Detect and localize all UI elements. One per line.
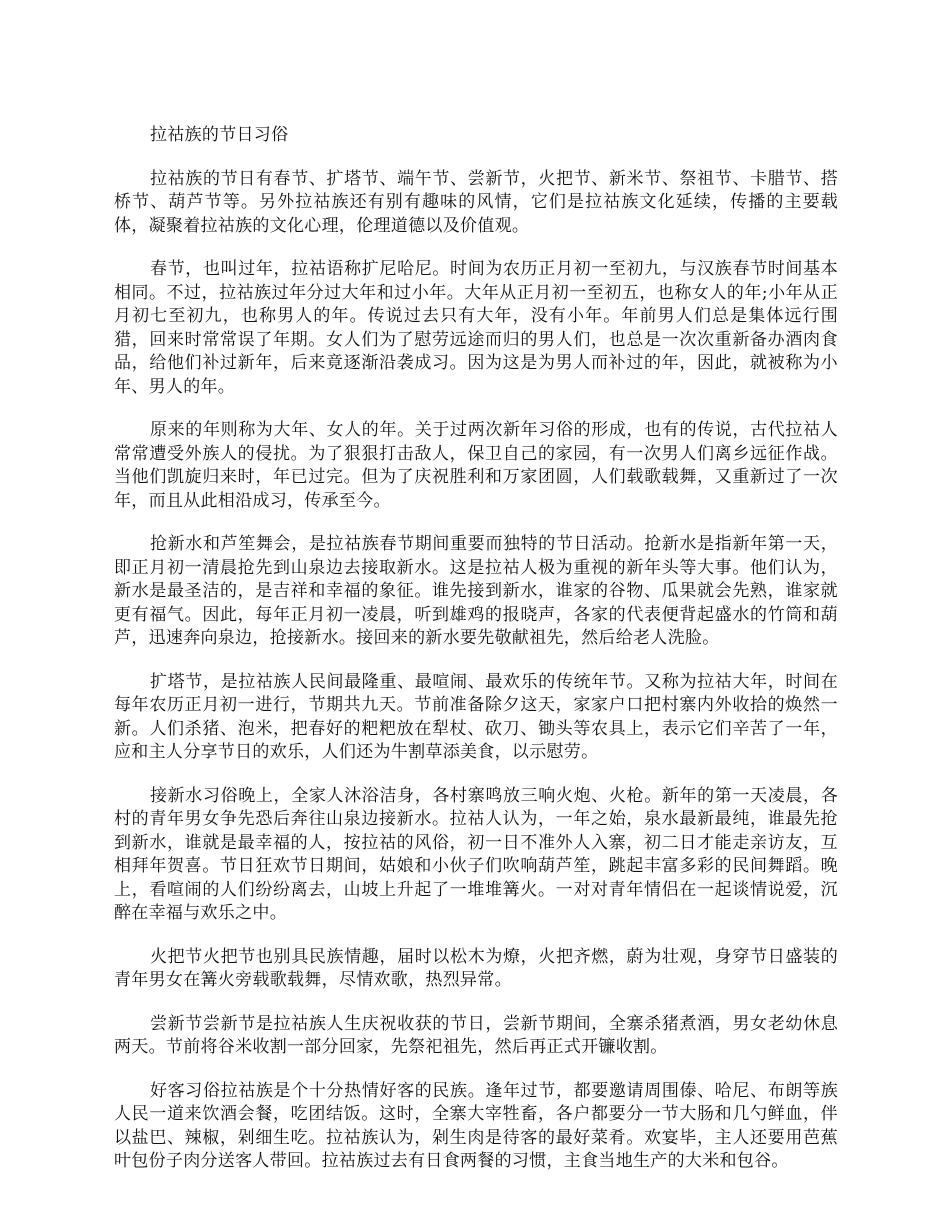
paragraph-intro: 拉祜族的节日有春节、扩塔节、端午节、尝新节，火把节、新米节、祭祖节、卡腊节、搭桥节、葫芦节等。另外拉祜族还有别有趣味的风情，它们是拉祜族文化延续，传播的主要载体，凝聚着拉祜族的文化心理，伦理道德以及价值观。 [114,168,838,236]
paragraph-new-water: 抢新水和芦笙舞会，是拉祜族春节期间重要而独特的节日活动。抢新水是指新年第一天，即正月初一清晨抢先到山泉边去接取新水。这是拉祜人极为重视的新年头等大事。他们认为，新水是最圣洁的，是吉祥和幸福的象征。谁先接到新水，谁家的谷物、瓜果就会先熟，谁家就更有福气。因此，每年正月初一凌晨，听到雄鸡的报晓声，各家的代表便背起盛水的竹筒和葫芦，迅速奔向泉边，抢接新水。接回来的新水要先敬献祖先，然后给老人洗脸。 [114,534,838,648]
paragraph-new-water-custom: 接新水习俗晚上，全家人沐浴洁身，各村寨鸣放三响火炮、火枪。新年的第一天凌晨，各村的青年男女争先恐后奔往山泉边接新水。拉祜人认为，一年之始，泉水最新最纯，谁最先抢到新水，谁就是最幸福的人，按拉祜的风俗，初一日不准外人入寨，初二日才能走亲访友，互相拜年贺喜。节日狂欢节日期间，姑娘和小伙子们吹响葫芦笙，跳起丰富多彩的民间舞蹈。晚上，看喧闹的人们纷纷离去，山坡上升起了一堆堆篝火。一对对青年情侣在一起谈情说爱，沉醉在幸福与欢乐之中。 [114,785,838,923]
document-title: 拉祜族的节日习俗 [150,125,289,145]
paragraph-torch-festival: 火把节火把节也别具民族情趣，届时以松木为燎，火把齐燃，蔚为壮观，身穿节日盛装的青年男女在篝火旁载歌载舞，尽情欢歌，热烈异常。 [114,946,838,990]
paragraph-hospitality: 好客习俗拉祜族是个十分热情好客的民族。逢年过节，都要邀请周围傣、哈尼、布朗等族人民一道来饮酒会餐，吃团结饭。这时，全寨大宰牲畜，各户都要分一节大肠和几勺鲜血，伴以盐巴、辣椒，剁细生吃。拉祜族认为，剁生肉是待客的最好菜肴。欢宴毕，主人还要用芭蕉叶包份子肉分送客人带回。拉祜族过去有日食两餐的习惯，主食当地生产的大米和包谷。 [114,1080,838,1171]
document-page [114,124,838,1194]
paragraph-kuota-festival: 扩塔节，是拉祜族人民间最隆重、最喧闹、最欢乐的传统年节。又称为拉祜大年，时间在每年农历正月初一进行，节期共九天。节前准备除夕这天，家家户口把村寨内外收拾的焕然一新。人们杀猪、泡米，把春好的粑粑放在犁杖、砍刀、锄头等农具上，表示它们辛苦了一年，应和主人分享节日的欢乐，人们还为牛割草添美食，以示慰劳。 [114,671,838,762]
paragraph-big-year: 原来的年则称为大年、女人的年。关于过两次新年习俗的形成，也有的传说，古代拉祜人常常遭受外族人的侵扰。为了狠狠打击敌人，保卫自己的家园，有一次男人们离乡远征作战。当他们凯旋归来时，年已过完。但为了庆祝胜利和万家团圆，人们载歌载舞，又重新过了一次年，而且从此相沿成习，传承至今。 [114,420,838,511]
paragraph-spring-festival: 春节，也叫过年，拉祜语称扩尼哈尼。时间为农历正月初一至初九，与汉族春节时间基本相同。不过，拉祜族过年分过大年和过小年。大年从正月初一至初五，也称女人的年;小年从正月初七至初九，也称男人的年。传说过去只有大年，没有小年。年前男人们总是集体远行围猎，回来时常常误了年期。女人们为了慰劳远途而归的男人们，也总是一次次重新备办酒肉食品，给他们补过新年，后来竟逐渐沿袭成习。因为这是为男人而补过的年，因此，就被称为小年、男人的年。 [114,259,838,397]
paragraph-tasting-festival: 尝新节尝新节是拉祜族人生庆祝收获的节日，尝新节期间，全寨杀猪煮酒，男女老幼休息两天。节前将谷米收割一部分回家，先祭祀祖先，然后再正式开镰收割。 [114,1013,838,1057]
